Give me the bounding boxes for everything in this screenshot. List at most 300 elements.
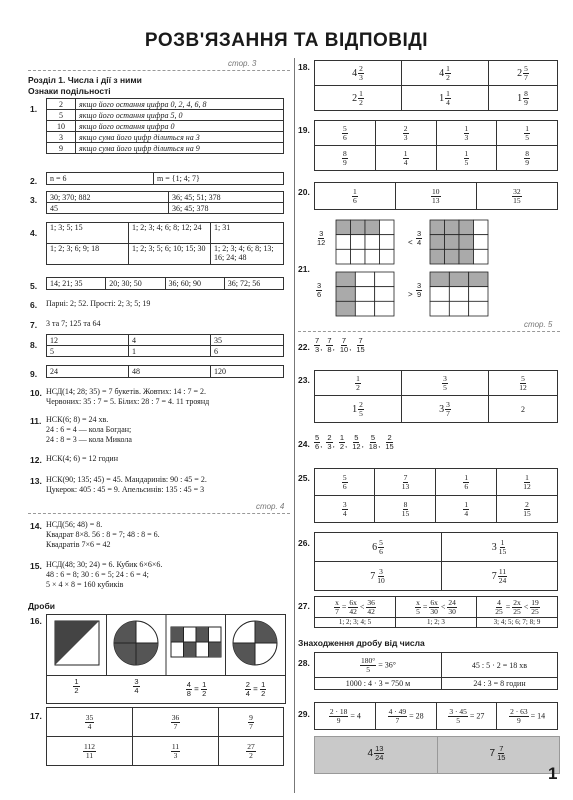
denominator: 2: [261, 689, 266, 698]
denominator: 15: [498, 546, 507, 556]
numerator: 5: [370, 433, 376, 443]
denominator: 4: [134, 686, 139, 696]
task25-table: [314, 468, 558, 523]
task-number: 14.: [30, 521, 42, 531]
answer-cell: [375, 121, 436, 146]
task-number: 24.: [298, 439, 310, 449]
numerator: 180°: [361, 655, 376, 665]
inequality-cell: $\frac{4}{25}$ = $\frac{2x}{25}$ < $\frac{19}{25}$: [477, 597, 558, 618]
denominator: 4: [87, 721, 92, 731]
answer-cell: 45 : 5 · 2 = 18 хв: [442, 653, 558, 678]
numerator: 6x: [349, 597, 357, 607]
denominator: 15: [385, 442, 394, 452]
table-row: [47, 121, 284, 132]
task20-table: [314, 182, 558, 210]
answer-fraction: [226, 681, 285, 698]
page-ref: стор. 4: [256, 502, 285, 511]
answer-cell: [496, 496, 557, 523]
whole-part: 3: [491, 541, 497, 553]
denominator: 6: [315, 442, 320, 452]
answer-line: 48 : 6 = 8; 30 : 6 = 5; 24 : 6 = 4;: [46, 570, 149, 579]
denominator: 15: [356, 345, 365, 355]
numerator: 8: [403, 499, 408, 509]
page-ref: стор. 5: [524, 320, 553, 329]
divisor-cell: 10: [47, 121, 76, 132]
answer-cell: [496, 469, 557, 496]
task-number: 9.: [30, 369, 38, 379]
answer-cell: [133, 708, 219, 737]
answer-cell: [315, 371, 402, 396]
answer-cell: [375, 146, 436, 171]
whole-part: 4: [352, 67, 358, 79]
task-number: 29.: [298, 709, 310, 719]
numerator: 1: [359, 88, 363, 98]
denominator: 7: [335, 606, 339, 616]
denominator: 2: [359, 97, 363, 107]
answer-fraction: $\frac{5}{18}$ ,: [368, 433, 381, 452]
grid-3-of-9: [430, 272, 488, 316]
numerator: 1: [339, 433, 344, 443]
denominator: 7: [249, 721, 253, 731]
answer-cell: [315, 396, 402, 423]
numerator: 1: [525, 123, 529, 133]
numerator: 3: [417, 281, 422, 291]
answer-fraction: [384, 434, 394, 452]
answer-cell: 1000 : 4 · 3 = 750 м: [315, 678, 442, 690]
denominator: 4: [403, 157, 408, 167]
compare-sign: >: [408, 290, 413, 299]
answer-text: 3 та 7; 125 та 64: [46, 319, 101, 328]
grid-3-of-12: [336, 220, 394, 264]
divider: [28, 513, 290, 514]
denominator: 3: [403, 132, 408, 142]
answer-cell: 48: [129, 366, 211, 378]
answer-line: НСД(14; 28; 35) = 7 букетів. Жовтих: 14 : 7 = 2.: [46, 387, 207, 396]
answer-fraction: [315, 743, 437, 762]
denominator: 8: [186, 689, 191, 698]
answer-cell: 30; 370; 882: [47, 192, 169, 203]
numerator: 3: [319, 229, 324, 239]
task18-table: [314, 60, 558, 111]
denominator: 7: [173, 721, 178, 731]
task2-table: [46, 172, 284, 185]
denominator: 15: [523, 508, 531, 518]
numerator: 1: [356, 373, 360, 383]
numerator: 7: [499, 744, 504, 753]
answer-cell: [489, 61, 558, 86]
task-number: 13.: [30, 476, 42, 486]
numerator: 2x: [513, 597, 521, 607]
answer-cell: 1: [129, 346, 211, 357]
rectangle-figure: [171, 627, 221, 657]
denominator: 4: [342, 508, 347, 518]
answer-cell: [476, 183, 557, 210]
numerator: 5: [379, 537, 383, 547]
numerator: 3: [446, 399, 450, 409]
denominator: 9: [516, 715, 521, 725]
numerator: 1: [464, 472, 469, 482]
numerator: 10: [432, 186, 440, 196]
column-divider: [294, 58, 295, 793]
page-title: РОЗВ'ЯЗАННЯ ТА ВІДПОВІДІ: [144, 30, 429, 51]
task-number: 27.: [298, 601, 310, 611]
task4-table: [46, 222, 284, 265]
answer-fraction: [437, 743, 559, 762]
whole-part: 1: [352, 403, 358, 415]
answer-cell: [436, 496, 496, 523]
numerator: 2: [525, 499, 529, 509]
answer-cell: 1; 31: [211, 223, 284, 244]
numerator: 1: [525, 472, 529, 482]
whole-part: 6: [372, 541, 378, 553]
answer-fraction: $\frac{5}{12}$ ,: [352, 433, 364, 452]
grid-3-of-4: [430, 220, 488, 264]
denominator: 7: [395, 715, 400, 725]
answer-cell: 35: [211, 335, 284, 346]
answer-cell: 1; 2; 3; 4; 5: [315, 618, 396, 628]
whole-part: 4: [439, 67, 445, 79]
task-number: 12.: [30, 455, 42, 465]
answer-cell: [402, 61, 489, 86]
task-number: 22.: [298, 342, 310, 352]
task26-table: [314, 532, 558, 591]
answer-line: НСК(90; 135; 45) = 45. Мандаринів: 90 : 45 = 2.: [46, 475, 207, 484]
task3-table: [46, 191, 284, 214]
task28-table: [314, 652, 558, 690]
section-heading: Розділ 1. Числа і дії з ними: [28, 75, 142, 85]
answer-fraction: [416, 282, 422, 300]
denominator: 25: [495, 606, 503, 616]
denominator: 12: [352, 442, 361, 452]
numerator: 5: [342, 472, 347, 482]
numerator: 2: [387, 433, 392, 443]
circle-figure: [114, 621, 158, 665]
denominator: 4: [245, 689, 250, 698]
numerator: 3: [443, 373, 447, 383]
denominator: 15: [401, 508, 410, 518]
answer-cell: m = {1; 4; 7}: [154, 173, 284, 185]
answer-text: [46, 415, 132, 445]
task-number: 15.: [30, 561, 42, 571]
page-ref: стор. 3: [228, 59, 257, 68]
numerator: 27: [247, 741, 255, 751]
answer-cell: 36; 60; 90: [165, 278, 224, 290]
answer-text: [46, 387, 290, 407]
denominator: 8: [327, 345, 332, 355]
denominator: 3: [327, 442, 332, 452]
rule-cell: якщо його остання цифра 0: [76, 121, 284, 132]
answer-result: = 28: [409, 710, 424, 720]
answer-line: Квадрат 8×8. 56 : 8 = 7; 48 : 8 = 6.: [46, 530, 160, 539]
task23-table: [314, 370, 558, 423]
numerator: 3: [417, 229, 422, 239]
task27-table: [314, 596, 558, 628]
divider: [298, 331, 560, 332]
answer-cell: [497, 121, 558, 146]
numerator: 112: [84, 741, 95, 751]
numerator: 11: [498, 566, 507, 576]
whole-part: 3: [439, 403, 445, 415]
denominator: 10: [339, 345, 349, 355]
numerator: 5: [343, 123, 347, 133]
equals-sign: =: [194, 684, 199, 694]
task1-table: [46, 98, 284, 154]
task-number: 28.: [298, 658, 310, 668]
task-number: 1.: [30, 104, 38, 114]
whole-part: 4: [367, 748, 374, 759]
answer-cell: 14; 21; 35: [47, 278, 106, 290]
denominator: 9: [524, 97, 528, 107]
numerator: 36: [171, 712, 180, 722]
task19-table: [314, 120, 558, 171]
numerator: x: [416, 597, 420, 607]
answer-result: = 36°: [378, 659, 396, 669]
numerator: 5: [521, 373, 525, 383]
numerator: 4: [186, 680, 191, 689]
task-number: 2.: [30, 176, 38, 186]
denominator: 2: [249, 750, 253, 760]
answer-line: НСК(6; 8) = 24 хв.: [46, 415, 109, 424]
numerator: 8: [525, 148, 529, 158]
numerator: 1: [500, 537, 505, 547]
denominator: 2: [446, 72, 450, 82]
fraction-comparison-grids: [298, 218, 560, 322]
numerator: 8: [343, 148, 347, 158]
answer-cell: [315, 61, 402, 86]
task-number: 25.: [298, 473, 310, 483]
denominator: 13: [432, 195, 440, 205]
subsection-heading: Ознаки подільності: [28, 86, 111, 96]
inequality-cell: $\frac{x}{7}$ = $\frac{6x}{42}$ < $\frac{36}{42}$: [315, 597, 396, 618]
answer-fraction: [47, 678, 106, 696]
denominator: 3: [359, 72, 363, 82]
numerator: 5: [354, 433, 359, 443]
answer-cell: 3; 4; 5; 6; 7; 8; 9: [477, 618, 558, 628]
table-row: [47, 143, 284, 154]
answer-cell: [489, 86, 558, 111]
task-number: 17.: [30, 711, 42, 721]
answer-result: = 14: [530, 710, 546, 720]
denominator: 25: [531, 606, 539, 616]
answer-cell: [497, 146, 558, 171]
denominator: 7: [446, 408, 450, 418]
answer-cell: 36; 45; 378: [169, 203, 284, 214]
denominator: 12: [523, 481, 531, 491]
denominator: 15: [513, 195, 521, 205]
denominator: 5: [366, 664, 371, 674]
task21-figure: [298, 218, 560, 322]
numerator: 2: [359, 63, 363, 73]
answer-line: Червоних: 35 : 7 = 5. Білих: 28 : 7 = 4. 11 троянд: [46, 397, 210, 406]
answer-cell: [402, 371, 489, 396]
numerator: 1: [74, 677, 79, 687]
answer-cell: [47, 737, 133, 766]
numerator: 1: [353, 186, 357, 196]
numerator: 3: [317, 281, 322, 291]
denominator: 24: [498, 575, 507, 585]
denominator: 4: [417, 238, 422, 248]
answer-cell: 1; 3; 5; 15: [47, 223, 129, 244]
numerator: 1: [202, 680, 207, 689]
answer-cell: [315, 121, 376, 146]
answer-fractions: [314, 434, 399, 452]
numerator: 4: [497, 597, 501, 607]
answer-cell: [497, 703, 558, 730]
whole-part: 1: [517, 92, 523, 104]
divider: [28, 70, 290, 71]
answer-cell: [436, 121, 497, 146]
inequality-cell: $\frac{x}{5}$ = $\frac{6x}{30}$ < $\frac{24}{30}$: [396, 597, 477, 618]
denominator: 5: [416, 606, 420, 616]
numerator: 32: [513, 186, 521, 196]
task17-table: [46, 707, 284, 766]
answer-cell: 4: [129, 335, 211, 346]
numerator: 8: [524, 88, 528, 98]
numerator: 5: [524, 63, 528, 73]
denominator: 6: [342, 481, 347, 491]
whole-part: 2: [517, 67, 523, 79]
task-number: 23.: [298, 375, 310, 385]
square-figure: [55, 621, 99, 665]
numerator: 9: [249, 712, 253, 722]
answer-line: Квадратів 7×6 = 42: [46, 540, 111, 549]
task-number: 7.: [30, 320, 38, 330]
subsection-heading: Дроби: [28, 601, 55, 611]
task-number: 5.: [30, 281, 38, 291]
numerator: 1: [446, 88, 450, 98]
answer-cell: [436, 703, 497, 730]
numerator: 36: [367, 597, 375, 607]
answer-cell: 20; 30; 50: [106, 278, 165, 290]
answer-cell: 24 : 3 = 8 годин: [442, 678, 558, 690]
whole-part: 1: [439, 92, 445, 104]
answer-cell: [436, 146, 497, 171]
answer-text: Парні: 2; 52. Прості: 2; 3; 5; 19: [46, 299, 151, 308]
divisor-cell: 2: [47, 99, 76, 110]
table-row: [47, 99, 284, 110]
numerator: 6x: [430, 597, 438, 607]
denominator: 25: [513, 606, 521, 616]
numerator: 24: [448, 597, 456, 607]
denominator: 2: [202, 689, 207, 698]
numerator: 1: [464, 123, 469, 133]
task8-table: [46, 334, 284, 357]
answer-fraction: $\frac{7}{3}$ ,: [315, 336, 323, 355]
denominator: 3: [315, 345, 320, 355]
denominator: 9: [343, 157, 347, 167]
answer-cell: [47, 708, 133, 737]
denominator: 5: [464, 157, 469, 167]
answer-cell: 6: [211, 346, 284, 357]
answer-fraction: $\frac{1}{2}$ ,: [339, 433, 348, 452]
numerator: 7: [341, 336, 347, 346]
answer-cell: [395, 183, 476, 210]
task9-table: [46, 365, 284, 378]
answer-fraction: $\frac{7}{8}$ ,: [327, 336, 335, 355]
denominator: 4: [446, 97, 450, 107]
denominator: 6: [353, 195, 357, 205]
denominator: 5: [443, 382, 447, 392]
rule-cell: якщо сума його цифр ділиться на 9: [76, 143, 284, 154]
numerator: 35: [85, 712, 94, 722]
answer-cell: n = 6: [47, 173, 154, 185]
numerator: 19: [531, 597, 539, 607]
numerator: 11: [171, 741, 180, 751]
numerator: 1: [464, 148, 469, 158]
denominator: 5: [525, 132, 529, 142]
shaded-answer-strip: [314, 736, 560, 774]
answer-cell: [375, 703, 436, 730]
task-number: 26.: [298, 538, 310, 548]
numerator: 5: [315, 433, 320, 443]
numerator: 4 · 49: [388, 706, 407, 716]
answer-cell: 2: [489, 396, 558, 423]
denominator: 12: [317, 238, 326, 248]
whole-part: 7: [491, 570, 497, 582]
answer-cell: [219, 708, 284, 737]
answer-cell: [489, 371, 558, 396]
denominator: 2: [74, 686, 79, 696]
task-number: 11.: [30, 416, 42, 426]
answer-cell: 5: [47, 346, 129, 357]
answer-cell: 1; 2; 3: [396, 618, 477, 628]
rule-cell: якщо його остання цифра 5, 0: [76, 110, 284, 121]
grid-3-of-6: [336, 272, 394, 316]
answer-text: [46, 520, 160, 550]
circle-figure: [233, 621, 277, 665]
numerator: 2: [245, 680, 250, 689]
whole-part: 7: [489, 748, 496, 759]
denominator: 5: [456, 715, 460, 725]
answer-cell: 1; 2; 3; 6; 9; 18: [47, 244, 129, 265]
denominator: 5: [359, 408, 363, 418]
divider: [47, 675, 285, 676]
task-number: 10.: [30, 388, 42, 398]
compare-sign: <: [408, 238, 413, 247]
numerator: 2: [403, 123, 408, 133]
denominator: 18: [368, 442, 378, 452]
denominator: 6: [379, 546, 383, 556]
denominator: 6: [343, 132, 347, 142]
numerator: 1: [464, 499, 469, 509]
answer-cell: [315, 183, 396, 210]
right-column: [298, 58, 560, 793]
numerator: 7: [327, 336, 332, 346]
whole-part: 7: [370, 570, 376, 582]
answer-line: 24 : 8 = 3 — кола Микола: [46, 435, 132, 444]
denominator: 6: [464, 481, 469, 491]
denominator: 30: [448, 606, 456, 616]
answer-fraction: [316, 282, 322, 300]
numerator: 13: [375, 744, 384, 753]
answer-line: 5 × 4 × 8 = 160 кубиків: [46, 580, 124, 589]
answer-cell: 12: [47, 335, 129, 346]
answer-cell: [315, 469, 375, 496]
answer-cell: [402, 396, 489, 423]
denominator: 2: [339, 442, 344, 452]
numerator: 7: [358, 336, 363, 346]
answer-cell: [442, 562, 558, 591]
answer-cell: 45: [47, 203, 169, 214]
answer-cell: [402, 86, 489, 111]
table-row: [47, 110, 284, 121]
answer-fraction: [107, 678, 166, 696]
answer-result: = 4: [350, 710, 361, 720]
subsection-heading: Знаходження дробу від числа: [298, 638, 425, 648]
denominator: 15: [497, 753, 506, 762]
numerator: 2 · 18: [329, 706, 348, 716]
answer-cell: 1; 2; 3; 4; 6; 8; 12; 24: [129, 223, 211, 244]
